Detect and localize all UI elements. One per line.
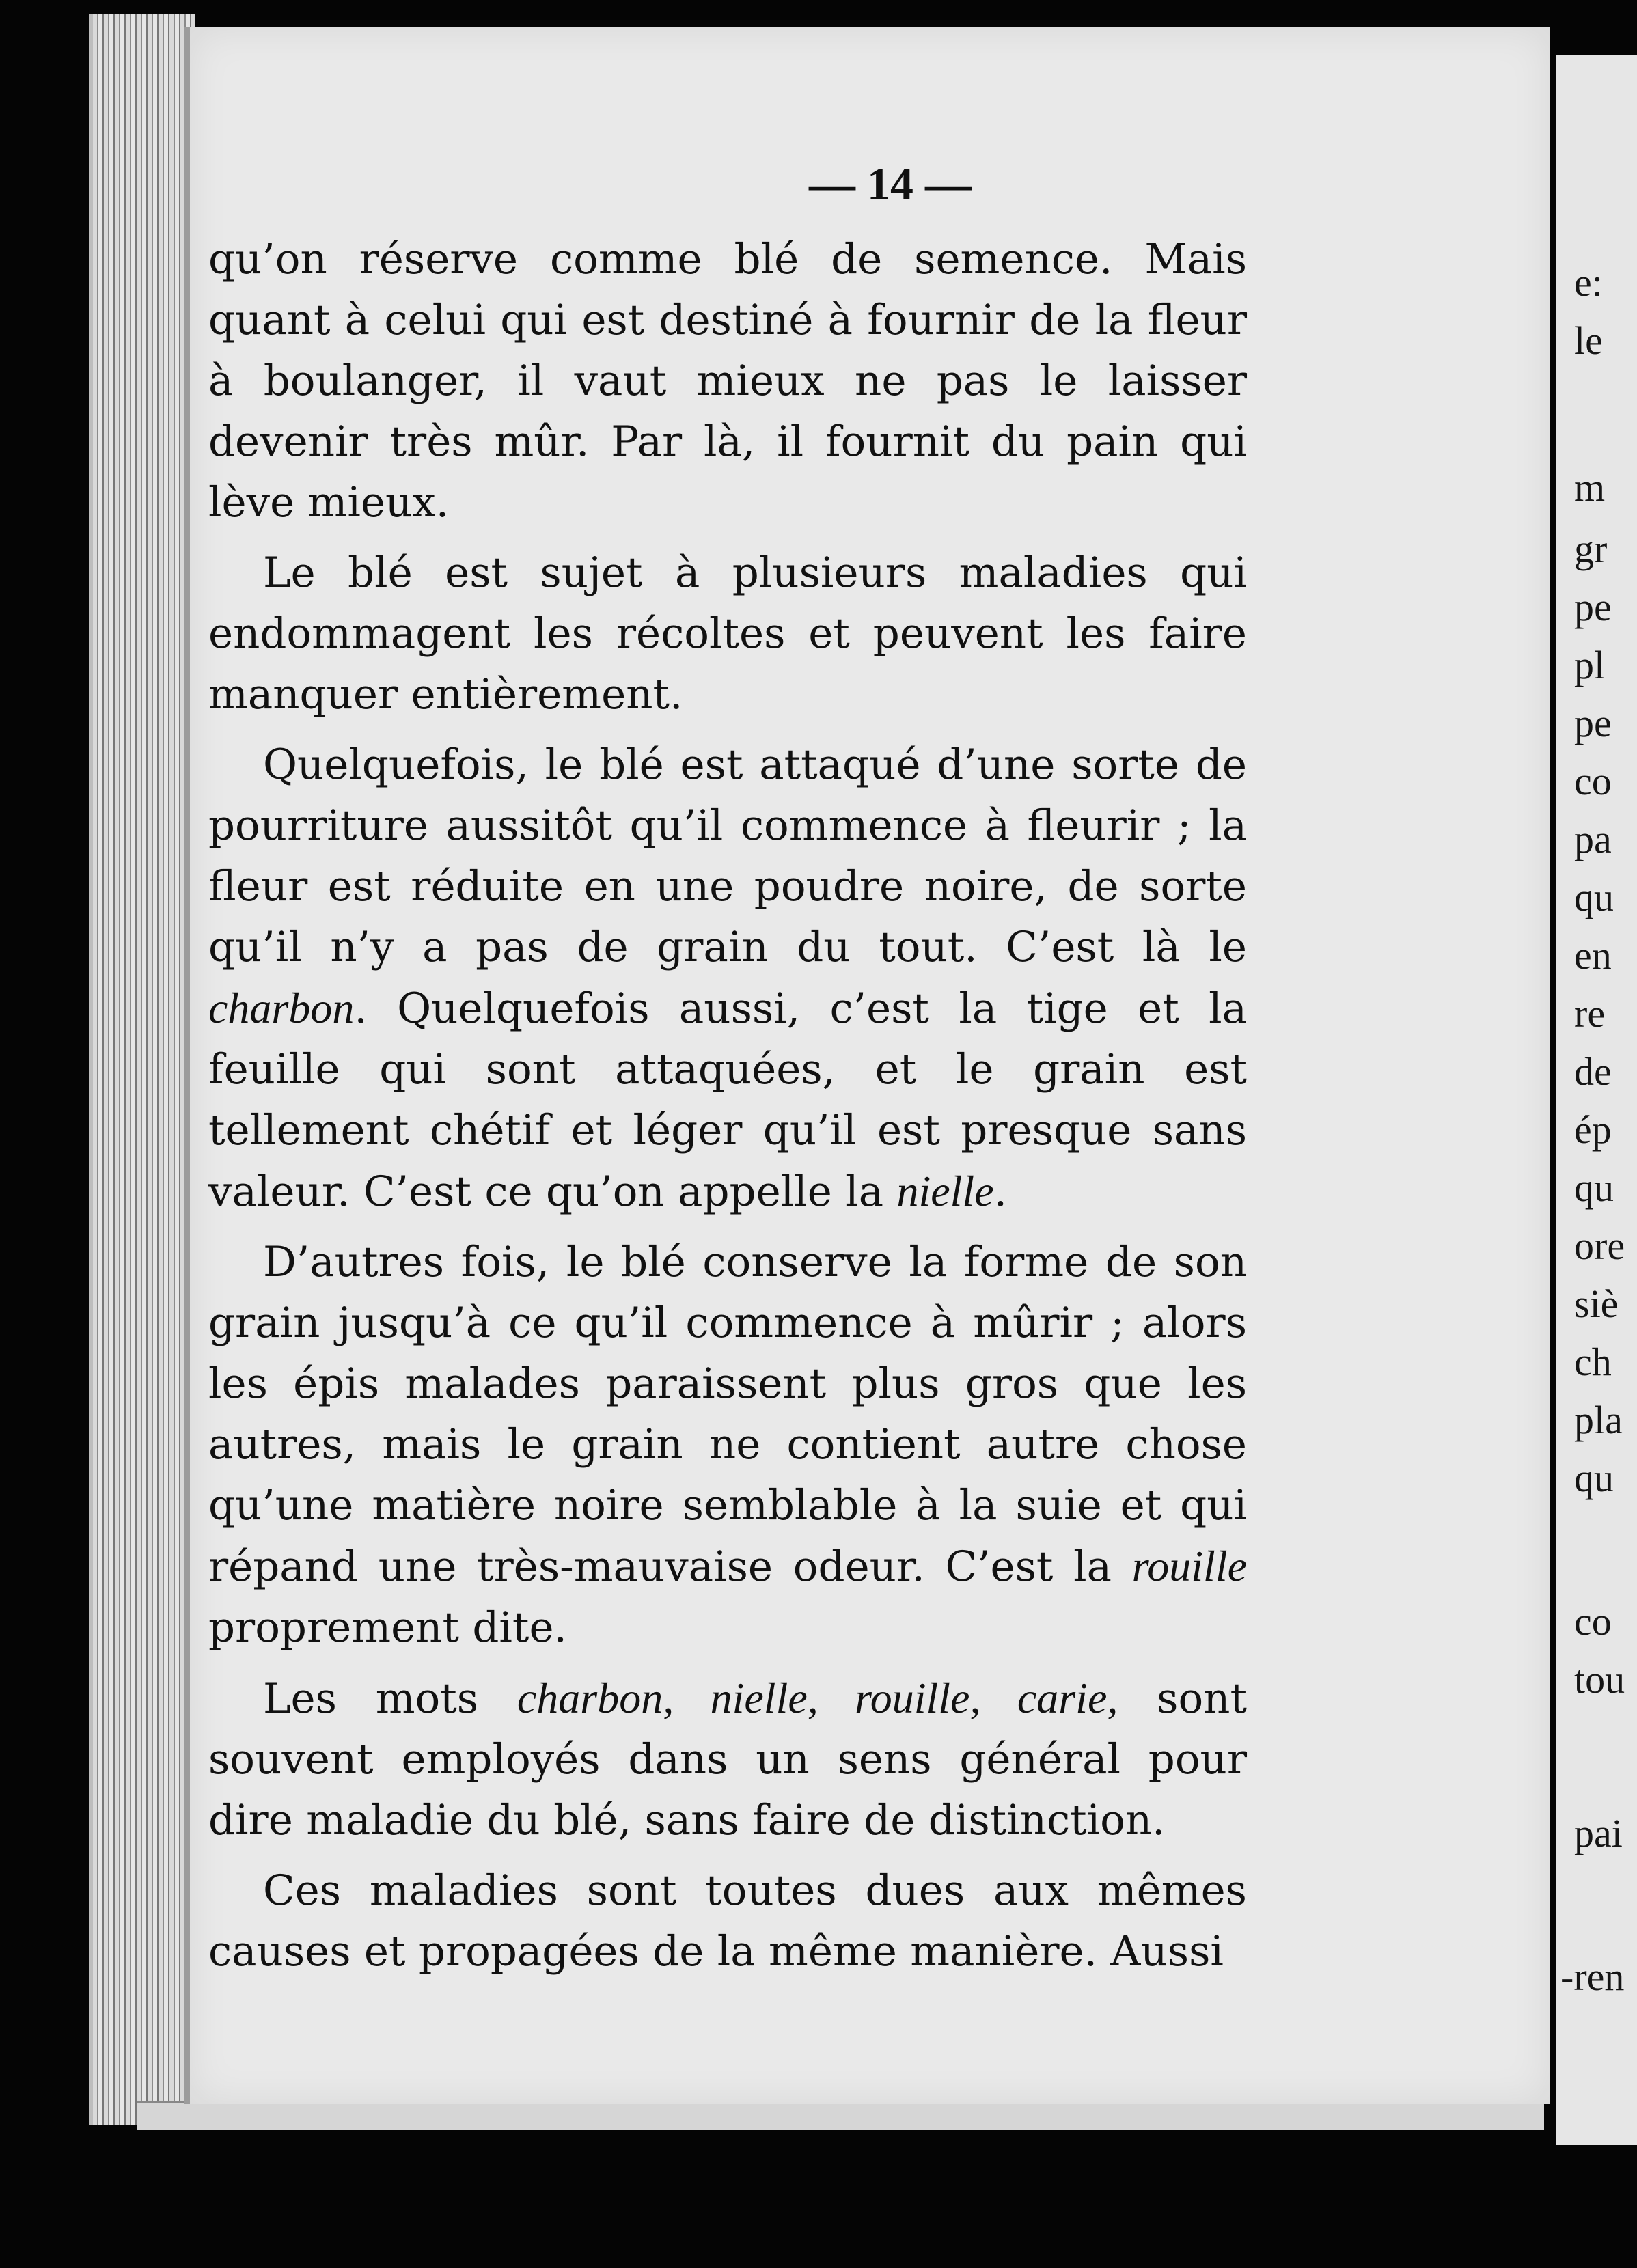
facing-fragment: re xyxy=(1574,991,1606,1036)
term-nielle: nielle xyxy=(896,1167,994,1215)
facing-fragment: ch xyxy=(1574,1340,1612,1384)
paragraph-4-text-b: proprement dite. xyxy=(208,1603,567,1652)
facing-fragment: tou xyxy=(1574,1657,1625,1702)
facing-fragment: qu xyxy=(1574,875,1614,919)
facing-fragment: pl xyxy=(1574,643,1606,687)
facing-fragment: le xyxy=(1574,318,1603,363)
facing-fragment: pa xyxy=(1574,817,1612,861)
facing-page-edge xyxy=(1556,55,1637,2145)
paragraph-5-text-b: sont souvent employés dans un sens général pour dire maladie du blé, sans faire de distinction. xyxy=(208,1674,1247,1844)
term-rouille: rouille xyxy=(1131,1542,1247,1590)
stacked-page-edges xyxy=(89,14,195,2125)
facing-fragment: e: xyxy=(1574,260,1603,305)
paragraph-1-text: qu’on réserve comme blé de semence. Mais quant à celui qui est destiné à fournir de la fleur à boulanger, il vaut mieux ne pas le laisser devenir très mûr. Par là, il fournit du pain qui lève mieux. xyxy=(208,235,1247,527)
paragraph-6-text: Ces maladies sont toutes dues aux mêmes causes et propagées de la même manière. Aussi xyxy=(208,1866,1247,1976)
paragraph-3-text-b: . Quelquefois aussi, c’est la tige et la feuille qui sont attaquées, et le grain est tellement chétif et léger qu’il est presque sans valeur. C’est ce qu’on appelle la xyxy=(208,984,1247,1216)
facing-fragment: qu xyxy=(1574,1456,1614,1500)
paragraph-5 xyxy=(208,1668,1247,1851)
facing-fragment: ore xyxy=(1574,1223,1625,1268)
page-bottom-edge xyxy=(137,2101,1544,2130)
paragraph-4-text-a: D’autres fois, le blé conserve la forme de son grain jusqu’à ce qu’il commence à mûrir ; alors les épis malades paraissent plus gros que les autres, mais le grain ne contient autre chose qu’une matière noire semblable à la suie et qui répand une très-mauvaise odeur. C’est la xyxy=(208,1238,1247,1591)
facing-fragment: qu xyxy=(1574,1165,1614,1210)
facing-fragment: ép xyxy=(1574,1107,1612,1152)
facing-fragment: pai xyxy=(1574,1811,1623,1855)
facing-fragment: co xyxy=(1574,1599,1612,1644)
facing-fragment: co xyxy=(1574,759,1612,803)
paragraph-2 xyxy=(208,542,1247,725)
facing-fragment: gr xyxy=(1574,527,1608,571)
facing-fragment: pe xyxy=(1574,585,1612,629)
facing-fragment: m xyxy=(1574,465,1606,510)
paragraph-3-text-a: Quelquefois, le blé est attaqué d’une sorte de pourriture aussitôt qu’il commence à fleurir ; la fleur est réduite en une poudre noire, de sorte qu’il n’y a pas de grain du tout. C’est là le xyxy=(208,741,1247,971)
paragraph-4 xyxy=(208,1232,1247,1658)
facing-fragment: de xyxy=(1574,1049,1612,1094)
term-charbon: charbon xyxy=(208,984,355,1032)
paragraph-3-text-c: . xyxy=(993,1167,1007,1216)
body-text xyxy=(208,229,1247,1991)
paragraph-3 xyxy=(208,734,1247,1222)
term-list: charbon, nielle, rouille, carie, xyxy=(517,1674,1118,1722)
facing-fragment: siè xyxy=(1574,1282,1619,1326)
paragraph-1 xyxy=(208,229,1247,533)
facing-fragment: -ren xyxy=(1560,1954,1625,1999)
facing-fragment: pe xyxy=(1574,701,1612,745)
paragraph-6 xyxy=(208,1860,1247,1982)
paragraph-2-text: Le blé est sujet à plusieurs maladies qui endommagent les récoltes et peuvent les faire manquer entièrement. xyxy=(208,549,1247,719)
page-number: — 14 — xyxy=(809,158,972,210)
facing-fragment: en xyxy=(1574,933,1612,978)
facing-fragment: pla xyxy=(1574,1398,1623,1442)
paragraph-5-text-a: Les mots xyxy=(263,1674,517,1723)
